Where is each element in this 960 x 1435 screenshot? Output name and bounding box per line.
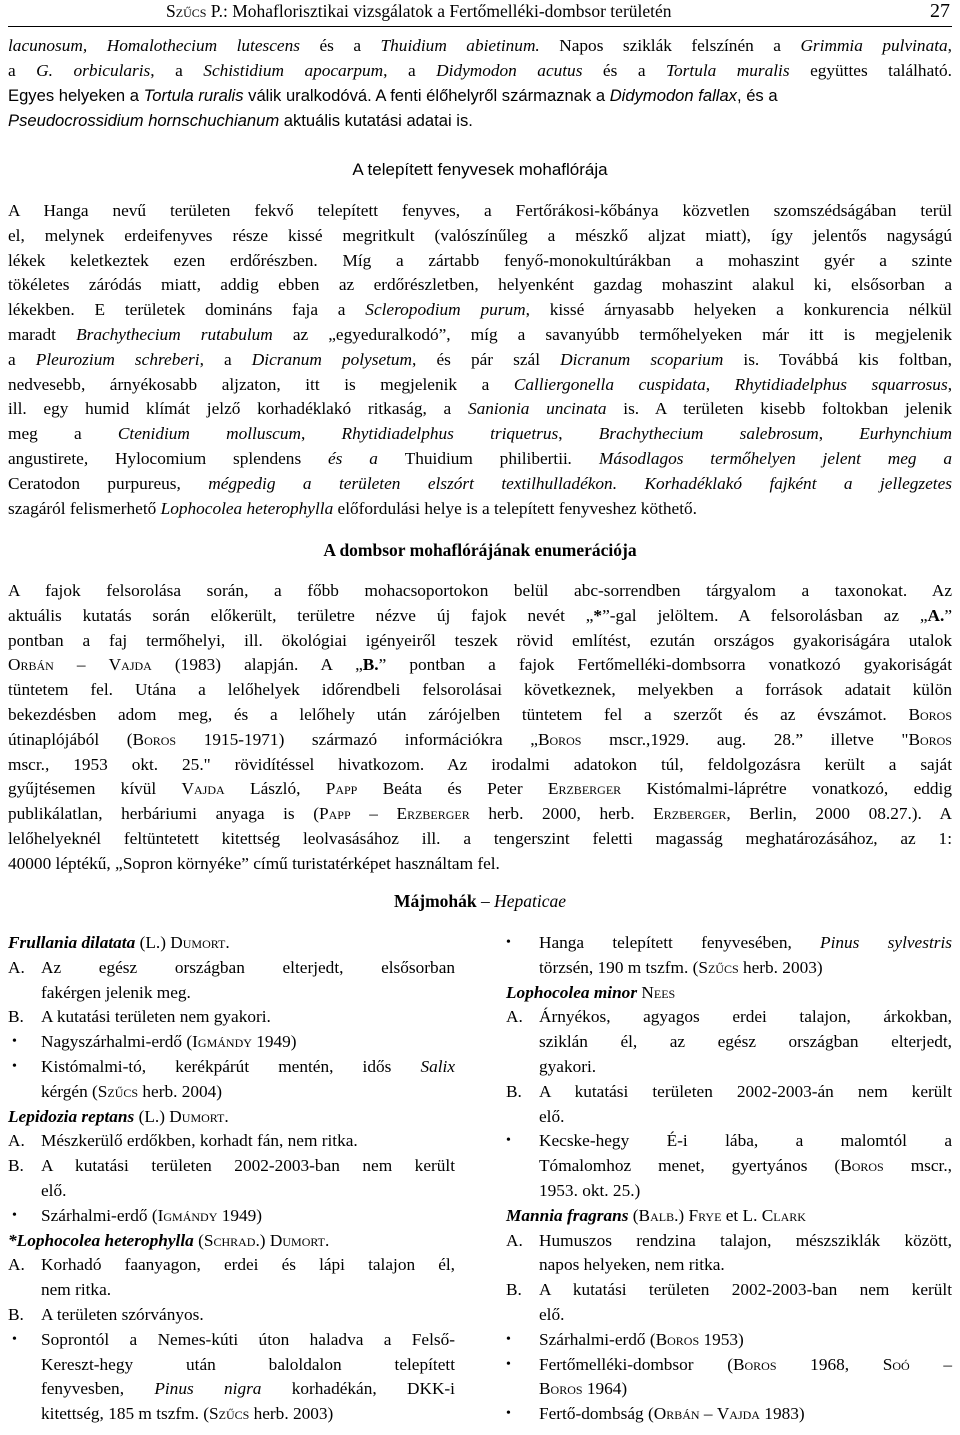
section2-line: [8, 753, 952, 778]
text-run: , mégpedig a területen elszórt textilhulladékon. Korhadéklakó fajként a jellegzetes: [176, 473, 952, 493]
section-title-fenyvesek: A telepített fenyvesek mohaflórája: [352, 160, 608, 179]
author-name: Szűcs: [166, 1, 207, 21]
text-run: ,: [83, 449, 115, 468]
section1-line: [8, 273, 952, 298]
text-run: lékek keletkeztek ezen erdőrészben. Míg a zártabb fenyő-monokultúrákban a mohaszint gyér a szinte: [8, 250, 952, 270]
entry-b-text: B. A kutatási területen 2002-2003-ban nem került: [506, 1280, 952, 1300]
text-run: tökéletes záródás miatt, addig ebben az erdőrészletben, helyenként gazdag mohaszint alakul ki, elsősorban a: [8, 275, 952, 295]
text-run: ” pontban a fajok Fertőmelléki-dombsorra vonatkozó gyakoriságát: [378, 655, 953, 675]
locality-bullet-cont: törzsén, 190 m tszfm. (Szűcs herb. 2003): [539, 957, 823, 977]
text-run: ,: [300, 424, 342, 444]
section2-line: [8, 827, 952, 852]
locality-bullet: • Hanga telepített fenyvesében, Pinus sylvestris: [506, 933, 952, 952]
entry-a-text-cont: gyakori.: [539, 1056, 597, 1076]
section2-line: [8, 579, 952, 604]
section2-line: [8, 728, 952, 753]
text-run: 40000 léptékű, „Sopron környéke” című turistatérképet használtam fel.: [8, 853, 500, 873]
text-run: Kistómalmi-láprétre vonatkozó, eddig: [621, 779, 952, 799]
text-run: , kissé árnyasabb helyeken a konkurencia nélkül: [525, 300, 952, 320]
text-run: –: [53, 655, 109, 675]
text-run: Ctenidium molluscum: [117, 424, 301, 444]
text-run: Brachythecium salebrosum: [598, 424, 819, 444]
locality-bullet: • Soprontól a Nemes-kúti úton haladva a Felső-: [12, 1329, 455, 1349]
text-run: Vajda: [181, 779, 225, 799]
text-run: Orbán: [8, 655, 54, 675]
locality-bullet-cont: Kereszt-hegy után baloldalon telepített: [41, 1354, 455, 1374]
species-list-right: [506, 931, 952, 1427]
locality-bullet: • Kistómalmi-tó, kerékpárút mentén, idős Salix: [12, 1056, 455, 1076]
section2-line: [8, 678, 952, 703]
intro-line-2: a G. orbicularis, a Schistidium apocarpum, a Didymodon acutus és a Tortula muralis együttes található.: [8, 61, 952, 80]
page-number: 27: [930, 0, 950, 22]
locality-bullet: • Szárhalmi-erdő (Igmándy 1949): [12, 1205, 263, 1225]
text-run: angustirete: [8, 449, 84, 468]
section1-line: [8, 323, 952, 348]
section2-line: [8, 629, 952, 654]
section2-line: [8, 653, 952, 678]
text-run: (1983) alapján. A „: [151, 655, 363, 675]
text-run: lelőhelyeknél feltüntetett kitettség leolvasásához ill. a tengerszint feletti magasság meghatározásához, az 1:: [8, 829, 952, 848]
text-run: Boros: [132, 729, 177, 749]
section-title-enumeracio: A dombsor mohaflórájának enumerációja: [323, 540, 637, 560]
section1-line: [8, 373, 952, 398]
text-run: , és pár szál: [412, 349, 561, 369]
text-run: útinaplójából (: [8, 729, 133, 749]
text-run: ill. egy humid klímát jelző korhadéklakó ritkaság, a: [8, 399, 468, 419]
text-run: a: [8, 349, 36, 369]
text-run: László,: [224, 779, 326, 799]
text-run: Thuidium philibertii: [404, 449, 568, 468]
text-run: bekezdésben adom meg, és a lelőhely után zárójelben tüntetem fel a szerzőt és az évszámot.: [8, 705, 909, 724]
text-run: Scleropodium purum: [365, 300, 526, 320]
text-run: Erzberger: [653, 804, 727, 824]
text-run: Papp: [325, 779, 358, 799]
locality-bullet: • Fertő-dombság (Orbán – Vajda 1983): [506, 1404, 805, 1424]
species-entry-lepidozia: Lepidozia reptans (L.) Dumort.: [8, 1106, 229, 1126]
text-run: –: [350, 804, 397, 824]
running-title: [166, 1, 672, 22]
entry-a-text: A. Humuszos rendzina talajon, mészsziklák között,: [506, 1230, 952, 1250]
intro-spacer: [8, 134, 952, 136]
section1-line: [8, 472, 952, 497]
section1-line: [8, 422, 952, 447]
text-run: Papp: [319, 804, 351, 824]
running-title-text: : Mohaflorisztikai vizsgálatok a Fertőmelléki-dombsor területén: [222, 1, 672, 21]
text-run: Boros: [537, 729, 582, 749]
locality-bullet-cont: Tómalomhoz menet, gyertyános (Boros mscr.,: [539, 1156, 952, 1176]
locality-bullet: • Nagyszárhalmi-erdő (Igmándy 1949): [12, 1032, 297, 1052]
section1-line: [8, 497, 952, 522]
intro-line-4: Pseudocrossidium hornschuchianum aktuális kutatási adatai is.: [8, 111, 473, 130]
text-run: ,: [558, 424, 599, 444]
text-run: mscr., 1953 okt. 25." rövidítéssel hivatkozom. Az irodalmi adatokon túl, feldolgozásra került a saját: [8, 754, 952, 774]
text-run: . Másodlagos termőhelyen jelent meg a: [567, 449, 953, 468]
text-run: Erzberger: [396, 804, 470, 824]
entry-a-text-cont: napos helyeken, nem ritka.: [539, 1255, 725, 1275]
species-entry-lophocolea-heterophylla: *Lophocolea heterophylla (Schrad.) Dumort.: [8, 1230, 330, 1250]
locality-bullet-cont: fenyvesben, Pinus nigra korhadékán, DKK-i: [41, 1379, 455, 1399]
text-run: Eurhynchium: [859, 424, 953, 444]
section1-line: [8, 199, 952, 224]
text-run: Beáta és Peter: [357, 779, 548, 799]
text-run: publikálatlan, herbáriumi anyaga is (: [8, 804, 320, 824]
text-run: nedvesebb, árnyékosabb aljzaton, itt is megjelenik a: [8, 374, 514, 394]
section1-line: [8, 249, 952, 274]
text-run: Boros: [908, 705, 952, 724]
page-header: [8, 0, 952, 27]
entry-b-text-cont: elő.: [41, 1180, 67, 1200]
text-run: pontban a faj termőhelyi, ill. ökológiai igényeiről teszek rövid említést, ezután országos gyakoriságára utalok: [8, 630, 952, 650]
text-run: A.: [927, 605, 945, 625]
locality-bullet-cont: Boros 1964): [539, 1379, 628, 1399]
section-title-majmohak: Májmohák – Hepaticae: [393, 891, 567, 911]
text-run: A fajok felsorolása során, a főbb mohacsoportokon belül abc-sorrendben tárgyalom a taxonokat. Az: [8, 581, 952, 600]
section1-line: [8, 447, 952, 472]
section2-line: [8, 777, 952, 802]
entry-b-text: B. A kutatási területen 2002-2003-án nem került: [506, 1081, 952, 1101]
entry-b-text: B. A területen szórványos.: [8, 1304, 204, 1324]
text-run: az „egyeduralkodó”, míg a savanyúbb termőhelyeken már itt is megjelenik: [272, 325, 952, 344]
text-run: Dicranum scoparium: [560, 349, 724, 369]
text-run: is. Továbbá kis foltban,: [723, 349, 952, 369]
entry-a-text-cont: fakérgen jelenik meg.: [41, 982, 191, 1002]
entry-b-text: B. A kutatási területen nem gyakori.: [8, 1007, 271, 1027]
locality-bullet-cont: kérgén (Szűcs herb. 2004): [41, 1081, 223, 1101]
text-run: és a: [301, 449, 405, 468]
text-run: Sanionia uncinata: [467, 399, 607, 419]
species-entry-mannia: Mannia fragrans (Balb.) Frye et L. Clark: [506, 1205, 806, 1225]
entry-a-text: A. Árnyékos, agyagos erdei talajon, árkokban,: [506, 1007, 952, 1027]
text-run: Vajda: [108, 655, 152, 675]
entry-b-text-cont: elő.: [539, 1304, 565, 1324]
section1-line: [8, 224, 952, 249]
text-run: előfordulási helye is a telepített fenyveshez köthető.: [333, 498, 697, 518]
text-run: Calliergonella cuspidata: [513, 374, 706, 394]
text-run: Rhytidiadelphus squarrosus: [734, 374, 948, 394]
text-run: Hylocomium splendens: [114, 449, 302, 468]
text-run: Lophocolea heterophylla: [160, 498, 334, 518]
text-run: szagáról felismerhető: [8, 498, 161, 518]
intro-line-1: lacunosum, Homalothecium lutescens és a Thuidium abietinum. Napos sziklák felszínén a Grimmia pulvinata,: [8, 36, 952, 55]
text-run: A Hanga nevű területen fekvő telepített fenyves, a Fertőrákosi-kőbánya közvetlen szomszédságában terül: [8, 201, 952, 220]
section1-line: [8, 397, 952, 422]
text-run: mscr.,1929. aug. 28.” illetve ": [581, 729, 909, 749]
text-run: Ceratodon purpureus: [8, 473, 177, 493]
text-run: B.: [362, 655, 379, 675]
entry-a-text-cont: nem ritka.: [41, 1280, 112, 1300]
text-run: ,: [947, 374, 953, 394]
species-entry-frullania: Frullania dilatata (L.) Dumort.: [8, 933, 230, 952]
text-run: maradt: [8, 325, 77, 344]
section1-line: [8, 298, 952, 323]
entry-a-text-cont: sziklán él, az egész országban elterjedt,: [539, 1032, 952, 1052]
text-run: , Berlin, 2000 08.27.). A: [726, 804, 953, 824]
text-run: *: [593, 605, 603, 625]
species-list-left: [8, 931, 455, 1427]
text-run: tüntetem fel. Utána a lelőhelyek időrendbeli felsorolásai következnek, melyekben a források adatait külön: [8, 680, 952, 700]
text-run: Pleurozium schreberi: [35, 349, 200, 369]
entry-a-text: A. Korhadó faanyagon, erdei és lápi talajon él,: [8, 1255, 455, 1275]
text-run: 1915-1971) származó információkra „: [176, 729, 538, 749]
text-run: ”: [944, 605, 952, 625]
text-run: , a: [199, 349, 252, 369]
entry-a-text: A. Mészkerülő erdőkben, korhadt fán, nem ritka.: [8, 1131, 358, 1151]
author-initial: P.: [210, 1, 223, 21]
section2-line: [8, 604, 952, 629]
section2-line: [8, 852, 952, 877]
text-run: Erzberger: [547, 779, 622, 799]
text-run: herb. 2000, herb.: [469, 804, 654, 824]
text-run: is. A területen kisebb foltokban jelenik: [606, 399, 953, 419]
text-run: gyűjtésemen kívül: [8, 779, 182, 799]
text-run: Rhytidiadelphus triquetrus: [341, 424, 559, 444]
text-run: ,: [705, 374, 735, 394]
section2-line: [8, 802, 952, 827]
text-run: ”-gal jelöltem. A felsorolásban az „: [602, 605, 928, 625]
species-entry-lophocolea-minor: Lophocolea minor Nees: [506, 982, 676, 1002]
text-run: Boros: [908, 729, 952, 749]
locality-bullet: • Fertőmelléki-dombsor (Boros 1968, Soó –: [506, 1354, 952, 1374]
text-run: lékekben. E területek domináns faja a: [8, 300, 366, 320]
text-run: el, melynek erdeifenyves része kissé megritkult (valószínűleg a mészkő aljzat miatt), így jelentős nagyságú: [8, 225, 952, 245]
text-run: Dicranum polysetum: [251, 349, 413, 369]
locality-bullet: • Szárhalmi-erdő (Boros 1953): [506, 1329, 744, 1349]
intro-line-3: Egyes helyeken a Tortula ruralis válik uralkodóvá. A fenti élőhelyről származnak a Didymodon fallax, és a: [8, 86, 778, 105]
text-run: Brachythecium rutabulum: [76, 325, 273, 344]
entry-a-text: A. Az egész országban elterjedt, elsősorban: [8, 957, 455, 977]
section2-line: [8, 703, 952, 728]
text-run: aktuális kutatás során előkerült, területre nézve új fajok nevét „: [8, 605, 594, 625]
entry-b-text-cont: elő.: [539, 1106, 565, 1126]
locality-bullet-cont: kitettség, 185 m tszfm. (Szűcs herb. 2003): [41, 1404, 334, 1424]
text-run: ,: [818, 424, 860, 444]
section1-line: [8, 348, 952, 373]
entry-b-text: B. A kutatási területen 2002-2003-ban nem került: [8, 1156, 455, 1176]
text-run: meg a: [8, 424, 118, 444]
locality-bullet-cont: 1953. okt. 25.): [539, 1180, 641, 1200]
locality-bullet: • Kecske-hegy É-i lába, a malomtól a: [506, 1131, 952, 1151]
